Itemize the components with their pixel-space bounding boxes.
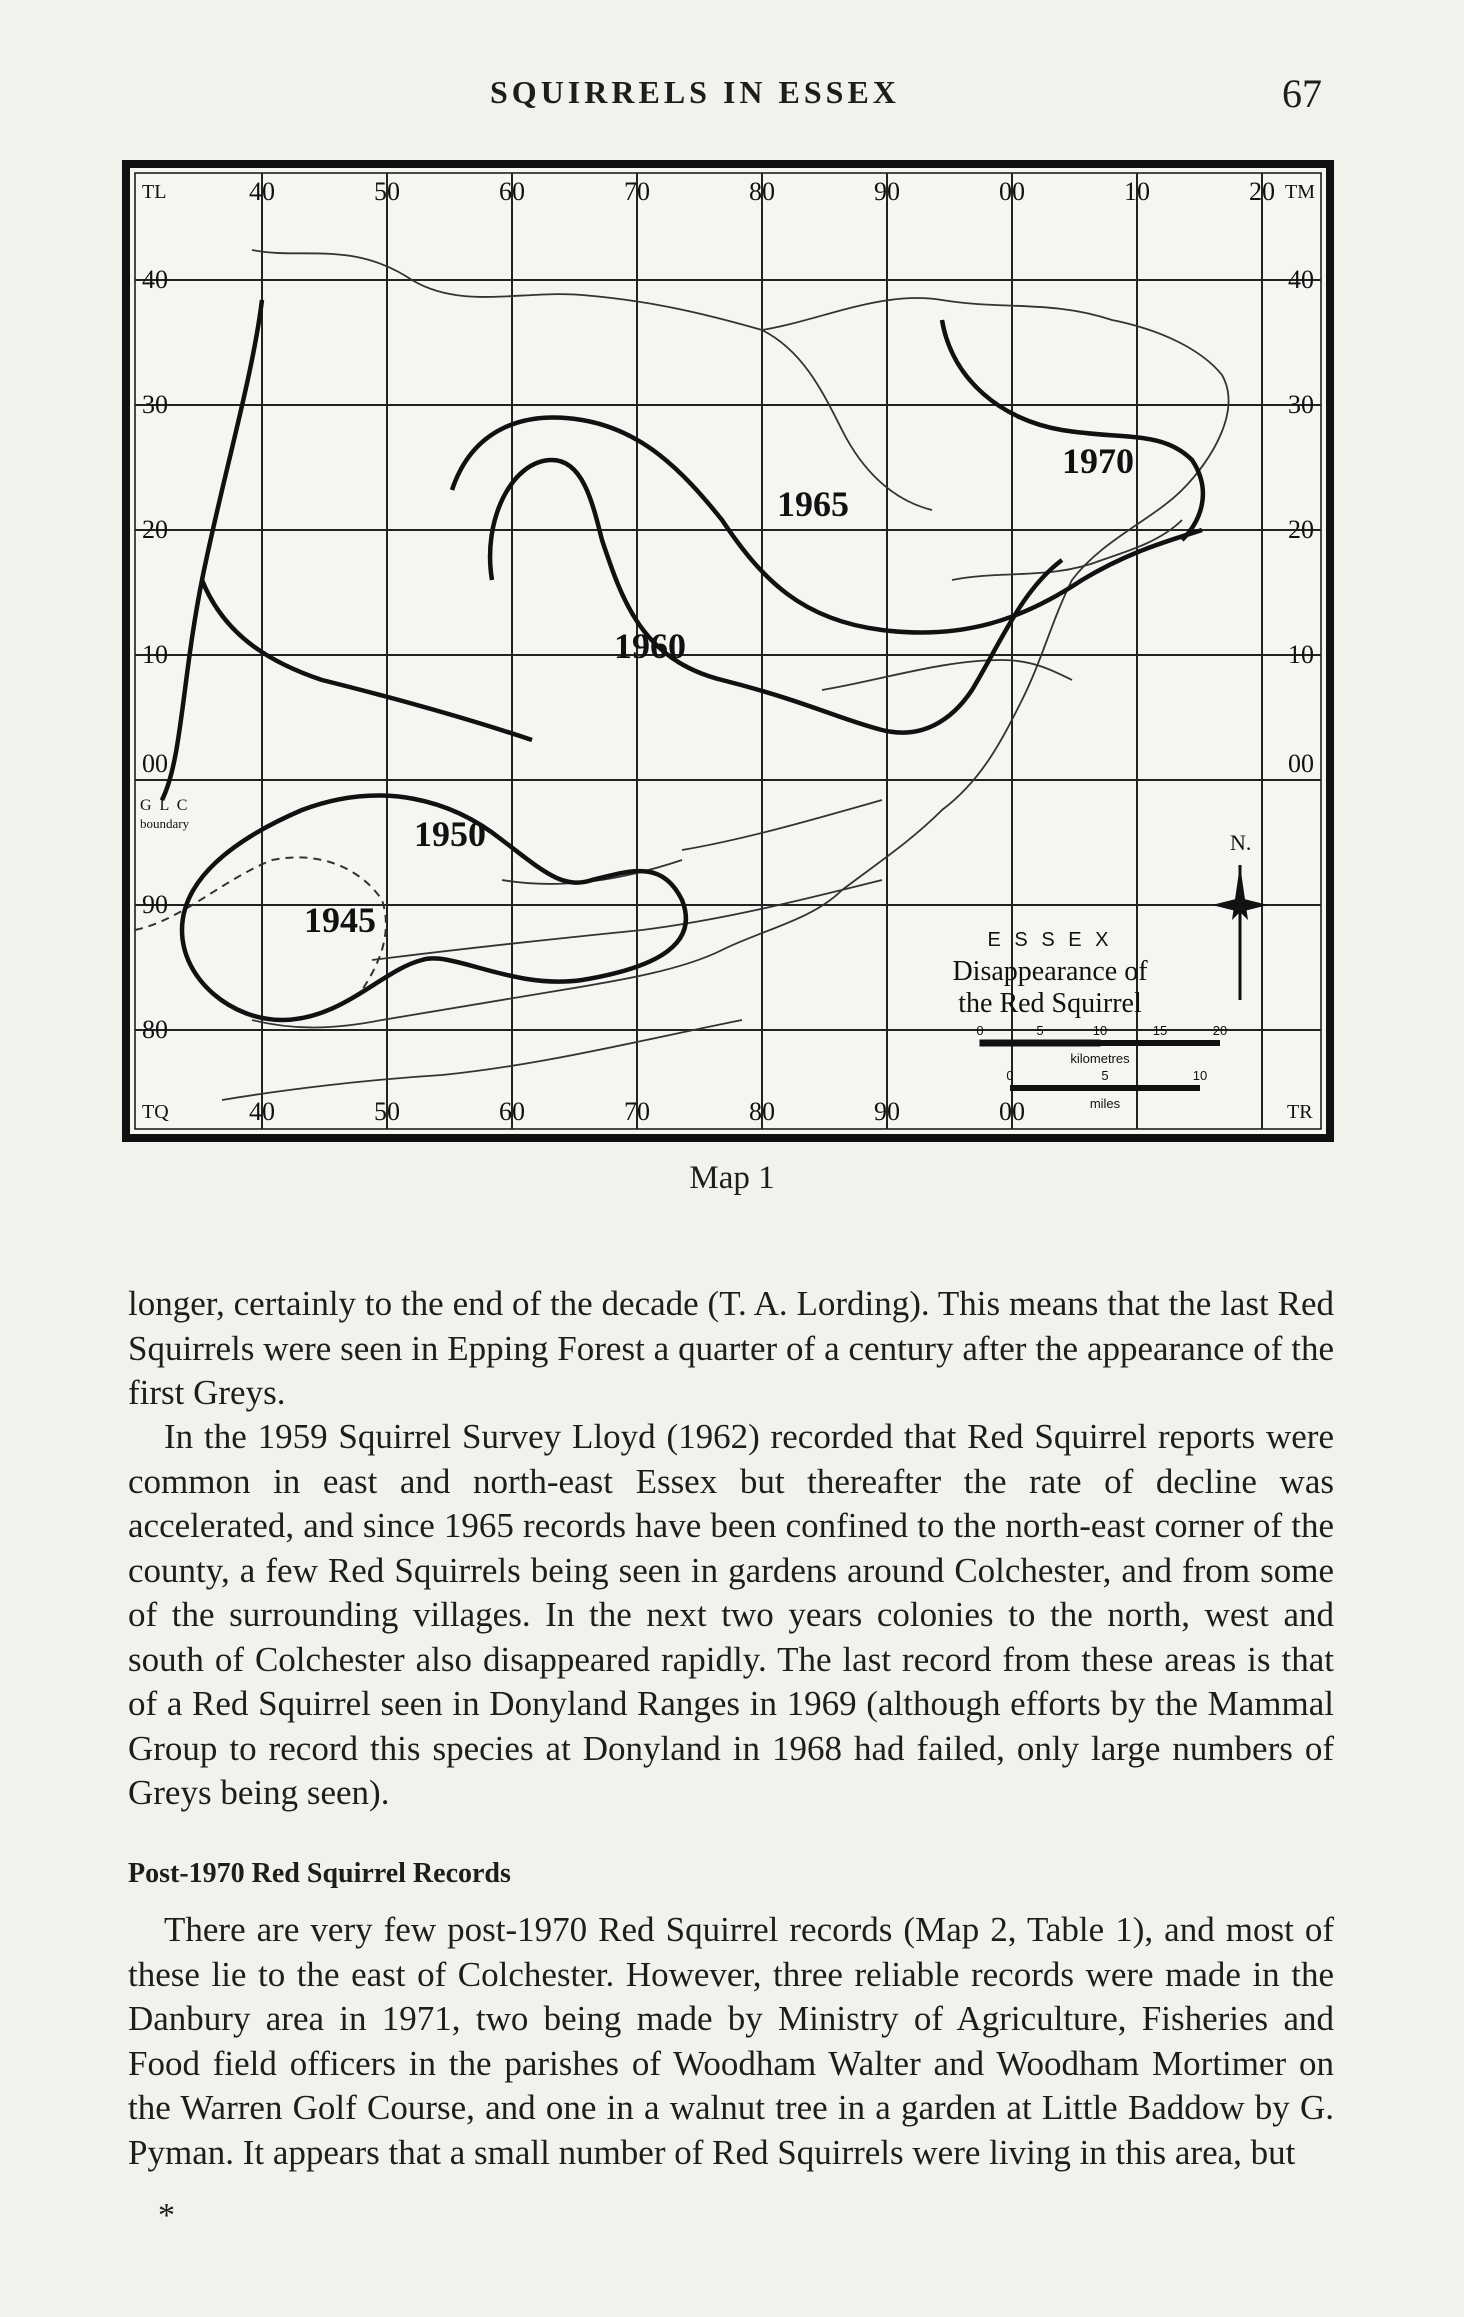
contour-label-1970: 1970 <box>1062 441 1134 481</box>
region-label: E S S E X <box>987 929 1113 951</box>
bottom-tick-label: 50 <box>374 1097 400 1126</box>
right-tick-label: 20 <box>1288 515 1314 544</box>
paragraph-text: longer, certainly to the end of the decade (T. A. Lording). This means that the last Red Squirrels were seen in Epping Forest a quarter of a century after the appearance of the first Greys. <box>128 1284 1334 1412</box>
corner-label-tl: TL <box>142 181 167 203</box>
section-heading: Post-1970 Red Squirrel Records <box>128 1858 511 1889</box>
left-tick-label: 80 <box>142 1015 168 1044</box>
bottom-tick-label: 40 <box>249 1097 275 1126</box>
left-tick-label: 20 <box>142 515 168 544</box>
bottom-tick-label: 90 <box>874 1097 900 1126</box>
contour-label-1965: 1965 <box>777 484 849 524</box>
corner-label-tm: TM <box>1285 181 1315 203</box>
top-tick-label: 20 <box>1249 177 1275 206</box>
running-title: SQUIRRELS IN ESSEX <box>490 74 900 110</box>
map-title-line2: the Red Squirrel <box>958 988 1142 1019</box>
figure-caption: Map 1 <box>689 1160 775 1196</box>
mile-tick: 10 <box>1192 1068 1208 1083</box>
km-tick: 5 <box>1036 1023 1044 1038</box>
left-tick-label: 00 <box>142 749 168 778</box>
top-tick-label: 00 <box>999 177 1025 206</box>
top-tick-label: 70 <box>624 177 650 206</box>
bottom-tick-label: 80 <box>749 1097 775 1126</box>
mile-tick: 5 <box>1101 1068 1109 1083</box>
top-tick-label: 40 <box>249 177 275 206</box>
body-paragraph-2 <box>128 1415 1334 1816</box>
left-tick-label: 30 <box>142 390 168 419</box>
km-label: kilometres <box>1070 1051 1130 1066</box>
north-label: N. <box>1230 830 1252 855</box>
map-figure <box>122 160 1334 1142</box>
bottom-tick-label: 60 <box>499 1097 525 1126</box>
left-tick-label: 90 <box>142 890 168 919</box>
paragraph-text: There are very few post-1970 Red Squirrel records (Map 2, Table 1), and most of these lie to the east of Colchester. However, three reliable records were made in the Danbury area in 1971, two being made by Ministry of Agriculture, Fisheries and Food field officers in the parishes of Woodham Walter and Woodham Mortimer on the Warren Golf Course, and one in a walnut tree in a garden at Little Baddow by G. Pyman. It appears that a small number of Red Squirrels were living in this area, but <box>128 1910 1334 2172</box>
paragraph-text: In the 1959 Squirrel Survey Lloyd (1962) recorded that Red Squirrel reports were common in east and north-east Essex but thereafter the rate of decline was accelerated, and since 1965 records have been confined to the north-east corner of the county, a few Red Squirrels being seen in gardens around Colchester, and from some of the surrounding villages. In the next two years colonies to the north, west and south of Colchester also disappeared rapidly. The last record from these areas is that of a Red Squirrel seen in Donyland Ranges in 1969 (although efforts by the Mammal Group to record this species at Donyland in 1968 had failed, only large numbers of Greys being seen). <box>128 1417 1334 1812</box>
bottom-tick-label: 00 <box>999 1097 1025 1126</box>
mile-label: miles <box>1089 1096 1121 1111</box>
corner-label-tq: TQ <box>142 1101 169 1123</box>
right-tick-label: 40 <box>1288 265 1314 294</box>
glc-label-line2: boundary <box>140 816 190 831</box>
left-tick-label: 10 <box>142 640 168 669</box>
corner-label-tr: TR <box>1287 1101 1313 1123</box>
left-tick-label: 40 <box>142 265 168 294</box>
page-number: 67 <box>1282 71 1322 116</box>
contour-label-1950: 1950 <box>414 814 486 854</box>
km-tick: 20 <box>1212 1023 1228 1038</box>
running-head <box>0 70 1464 120</box>
body-paragraph-1 <box>128 1282 1334 1416</box>
km-tick: 0 <box>976 1023 984 1038</box>
map-border <box>126 164 1330 1138</box>
mile-tick: 0 <box>1006 1068 1014 1083</box>
glc-label-line1: G L C <box>140 797 190 814</box>
top-tick-label: 50 <box>374 177 400 206</box>
map-title-line1: Disappearance of <box>952 956 1148 987</box>
contour-label-1960: 1960 <box>614 626 686 666</box>
right-tick-label: 30 <box>1288 390 1314 419</box>
right-tick-label: 00 <box>1288 749 1314 778</box>
km-tick: 10 <box>1092 1023 1108 1038</box>
essex-map <box>122 160 1334 1142</box>
km-tick: 15 <box>1152 1023 1168 1038</box>
top-tick-label: 10 <box>1124 177 1150 206</box>
top-tick-label: 60 <box>499 177 525 206</box>
top-tick-label: 90 <box>874 177 900 206</box>
top-tick-label: 80 <box>749 177 775 206</box>
right-tick-label: 10 <box>1288 640 1314 669</box>
contour-label-1945: 1945 <box>304 900 376 940</box>
bottom-tick-label: 70 <box>624 1097 650 1126</box>
body-paragraph-3 <box>128 1908 1334 2175</box>
footer-mark: * <box>158 2197 175 2234</box>
